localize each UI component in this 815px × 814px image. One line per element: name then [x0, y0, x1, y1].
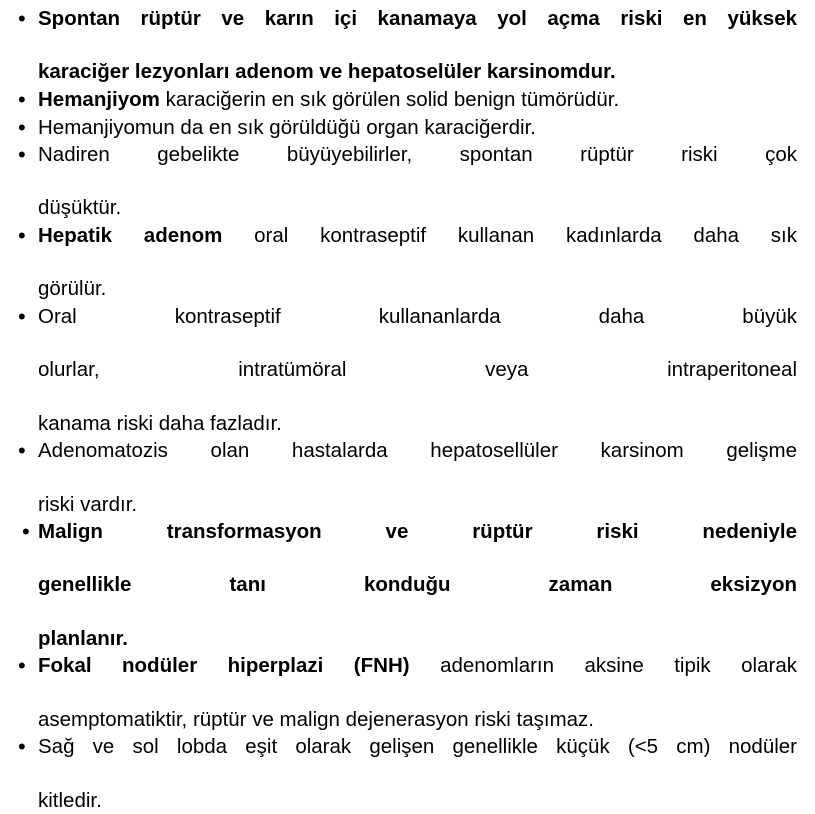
bullet-line: • Hemanjiyomun da en sık görüldüğü organ karaciğerdir.: [38, 115, 536, 139]
list-item: [14, 653, 797, 733]
bullet-lead-text: Fokal nodüler hiperplazi (FNH): [38, 654, 410, 678]
list-item: [14, 115, 797, 142]
bullet-line: görülür.: [38, 277, 107, 301]
bullet-line: kitledir.: [38, 788, 102, 812]
bullet-line: karaciğer lezyonları adenom ve hepatoselüler karsinomdur.: [38, 60, 616, 84]
bullet-line: [38, 653, 797, 706]
bullet-rest-text: oral kontraseptif kullanan kadınlarda daha sık: [222, 224, 797, 248]
bullet-line: [38, 87, 797, 114]
bullet-line: asemptomatiktir, rüptür ve malign dejenerasyon riski taşımaz.: [38, 707, 595, 731]
list-item: [14, 438, 797, 518]
list-item: [14, 304, 797, 437]
bullet-line: kanama riski daha fazladır.: [38, 411, 282, 435]
bullet-line: • Malign transformasyon ve rüptür riski nedeniyle: [38, 520, 797, 544]
bullet-line: [38, 223, 797, 276]
bullet-line: • Sağ ve sol lobda eşit olarak gelişen genellikle küçük (<5 cm) nodüler: [38, 735, 797, 759]
list-item: [14, 734, 797, 814]
list-item: [14, 519, 797, 652]
bullet-line: • Nadiren gebelikte büyüyebilirler, spontan rüptür riski çok: [38, 143, 797, 167]
bullet-lead-text: Hepatik adenom: [38, 224, 223, 248]
bullet-line: • Adenomatozis olan hastalarda hepatosellüler karsinom gelişme: [38, 439, 797, 463]
list-item: [14, 142, 797, 222]
list-item: [14, 87, 797, 114]
bullet-line: • Oral kontraseptif kullananlarda daha büyük: [38, 305, 797, 329]
bullet-line: riski vardır.: [38, 492, 138, 516]
bullet-rest-text: adenomların aksine tipik olarak: [409, 654, 797, 678]
bullet-line: olurlar, intratümöral veya intraperitoneal: [38, 358, 797, 382]
bullet-line: • Spontan rüptür ve karın içi kanamaya yol açma riski en yüksek: [38, 7, 797, 30]
list-item: [14, 6, 797, 86]
bullet-line: planlanır.: [38, 626, 128, 650]
list-item: [14, 223, 797, 303]
bullet-list: [14, 6, 797, 814]
bullet-lead-text: Hemanjiyom: [38, 87, 160, 111]
bullet-line: genellikle tanı konduğu zaman eksizyon: [38, 573, 797, 597]
bullet-rest-text: karaciğerin en sık görülen solid benign tümörüdür.: [159, 87, 620, 111]
bullet-line: düşüktür.: [38, 196, 122, 220]
